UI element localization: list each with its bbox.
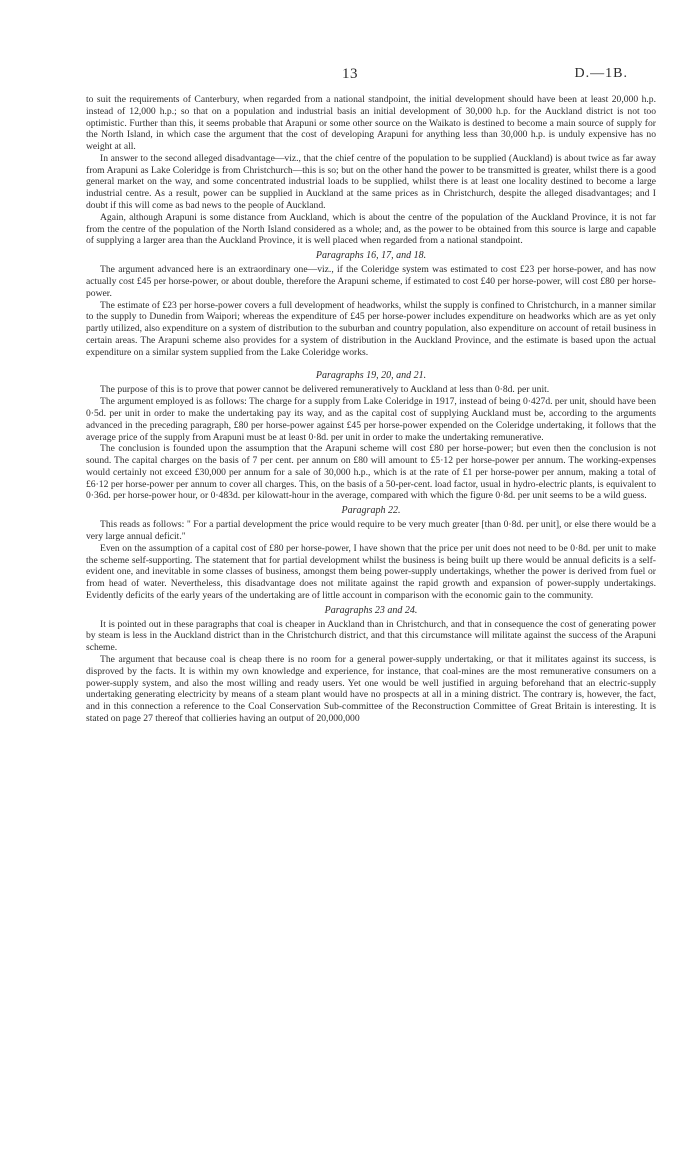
page-number: 13 [342, 66, 358, 82]
paragraph: The argument that because coal is cheap there is no room for a general power-supply undertaking, or that it militates against its success, is disproved by the facts. It is within my own knowledge and experience, for instance, that coal-mines are the most remunerative consumers on a power-supply system, and also the most willing and ready users. Yet one would be well justified in arguing beforehand that an electric-supply undertaking generating electricity by means of a steam plant would have no prospects at all in a mining district. The contrary is, however, the fact, and in this connection a reference to the Coal Conservation Sub-committee of the Reconstruction Committee of Great Britain is interesting. It is stated on page 27 thereof that collieries having an output of 20,000,000 [86, 654, 656, 724]
section-heading: Paragraphs 16, 17, and 18. [315, 250, 427, 262]
paragraph: Even on the assumption of a capital cost of £80 per horse-power, I have shown that the price per unit does not need to be 0·8d. per unit to make the scheme self-supporting. The statement that for partial development whilst the business is being built up there would be annual deficits is a self-evident one, and inevitable in some classes of business, amongst them being power-supply undertakings, whether the power is derived from fuel or from head of water. Nevertheless, this disadvantage does not militate against the rapid growth and expansion of power-supply undertakings. Evidently deficits of the early years of the undertaking are of little account in comparison with the economic gain to the community. [86, 542, 656, 601]
section-heading: Paragraph 22. [341, 505, 401, 517]
paragraph: Again, although Arapuni is some distance from Auckland, which is about the centre of the population of the Auckland Province, it is not far from the centre of the population of the North Island considered as a whole; and, as the power to be obtained from this source is large and capable of supplying a larger area than the Auckland Province, it is well placed when regarded from a national standpoint. [86, 211, 656, 247]
paragraph: The purpose of this is to prove that power cannot be delivered remuneratively to Auckland at less than 0·8d. per unit. [100, 384, 550, 396]
paragraph: In answer to the second alleged disadvantage—viz., that the chief centre of the population to be supplied (Auckland) is about twice as far away from Arapuni as Lake Coleridge is from Christchurch—this is so; but on the other hand the power to be transmitted is greater, whilst there is a good general market on the way, and some concentrated industrial loads to be supplied, whilst there is at least one locality destined to become a large industrial centre. As a result, power can be supplied in Auckland at the same prices as in Christchurch, despite the alleged disadvantages; and I doubt if this will come as bad news to the people of Auckland. [86, 152, 656, 212]
paragraph: The estimate of £23 per horse-power covers a full development of headworks, whilst the supply is confined to Christchurch, in a manner similar to the supply to Dunedin from Waipori; whereas the expenditure of £45 per horse-power includes expenditure on headworks which are as yet only partly utilized, also expenditure on a system of distribution to the suburban and country population, also expenditure on account of retail business in certain areas. The Arapuni scheme also provides for a system of distribution in the Auckland Province, and the estimate is based upon the actual expenditure on a similar system supplied from the Lake Coleridge works. [86, 299, 656, 358]
body-text [86, 94, 656, 725]
paragraph: This reads as follows: " For a partial development the price would require to be very much greater [than 0·8d. per unit], or else there would be a very large annual deficit." [86, 519, 656, 542]
paragraph: The argument employed is as follows: The charge for a supply from Lake Coleridge in 1917, instead of being 0·427d. per unit, should have been 0·5d. per unit in order to make the undertaking pay its way, and as the capital cost of supplying Auckland must be, according to the arguments advanced in the preceding paragraph, £80 per horse-power against £45 per horse-power expended on the Coleridge undertaking, it follows that the average price of the supply from Arapuni must be at least 0·8d. per unit in order to make the undertaking remunerative. [86, 396, 656, 443]
paragraph: The conclusion is founded upon the assumption that the Arapuni scheme will cost £80 per horse-power; but even then the conclusion is not sound. The capital charges on the basis of 7 per cent. per annum on £80 will amount to £5·12 per horse-power per annum. The working-expenses would certainly not exceed £30,000 per annum for a sale of 30,000 h.p., which is at the rate of £1 per horse-power per annum, making a total of £6·12 per horse-power per annum to cover all charges. This, on the basis of a 50-per-cent. load factor, usual in hydro-electric plants, is equivalent to 0·36d. per horse-power hour, or 0·483d. per kilowatt-hour in the average, compared with which the figure 0·8d. per unit seems to be a wild guess. [86, 443, 656, 502]
paragraph: to suit the requirements of Canterbury, when regarded from a national standpoint, the initial development should have been at least 20,000 h.p. instead of 12,000 h.p.; so that on a population and industrial basis an initial development of 30,000 h.p. for the Auckland district is not too optimistic. Further than this, it seems probable that Arapuni or some other source on the Waikato is destined to become a main source of supply for the North Island, in which case the argument that the cost of developing Arapuni for anything less than 30,000 h.p. is unduly expensive has no weight at all. [86, 94, 656, 153]
document-reference: D.—1B. [574, 66, 628, 81]
section-heading: Paragraphs 23 and 24. [324, 604, 418, 616]
paragraph: The argument advanced here is an extraordinary one—viz., if the Coleridge system was estimated to cost £23 per horse-power, and has now actually cost £45 per horse-power, or about double, therefore the Arapuni scheme, if estimated to cost £40 per horse-power, will cost £80 per horse-power. [86, 264, 656, 299]
section-heading: Paragraphs 19, 20, and 21. [315, 370, 427, 382]
paragraph: It is pointed out in these paragraphs that coal is cheaper in Auckland than in Christchurch, and that in consequence the cost of generating power by steam is less in the Auckland district than in the Christchurch district, and that this circumstance will militate against the success of the Arapuni scheme. [86, 618, 656, 654]
